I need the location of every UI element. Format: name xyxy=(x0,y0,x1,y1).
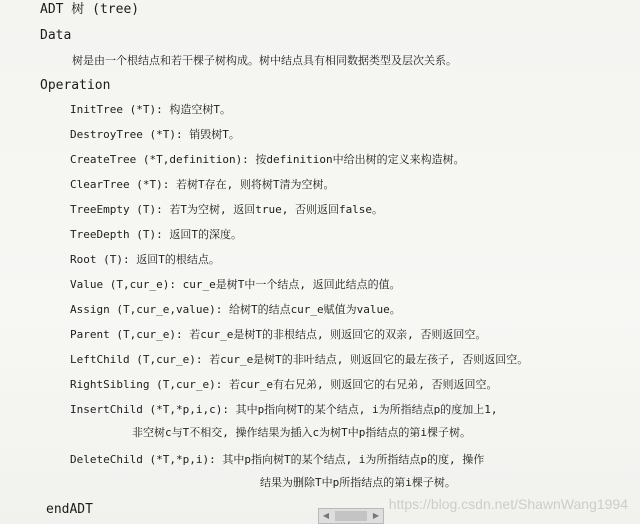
adt-header: ADT 树 (tree) xyxy=(40,2,140,17)
op-leftchild: LeftChild (T,cur_e): 若cur_e是树T的非叶结点, 则返回它的最左孩子, 否则返回空。 xyxy=(70,353,529,366)
op-inittree: InitTree (*T): 构造空树T。 xyxy=(70,103,231,116)
watermark: https://blog.csdn.net/ShawnWang1994 xyxy=(388,496,628,512)
op-treedepth: TreeDepth (T): 返回T的深度。 xyxy=(70,228,242,241)
scroll-thumb[interactable] xyxy=(335,511,367,521)
op-destroytree: DestroyTree (*T): 销毁树T。 xyxy=(70,128,240,141)
data-description: 树是由一个根结点和若干棵子树构成。树中结点具有相同数据类型及层次关系。 xyxy=(72,54,457,67)
operation-label: Operation xyxy=(40,78,111,93)
scroll-right-icon[interactable]: ▶ xyxy=(372,511,380,520)
op-parent: Parent (T,cur_e): 若cur_e是树T的非根结点, 则返回它的双亲, 否则返回空。 xyxy=(70,328,487,341)
op-deletechild-cont: 结果为删除T中p所指结点的第i棵子树。 xyxy=(260,476,456,489)
op-insertchild: InsertChild (*T,*p,i,c): 其中p指向树T的某个结点, i为所指结点p的度加上1, xyxy=(70,403,498,416)
horizontal-scrollbar[interactable] xyxy=(318,508,384,524)
op-assign: Assign (T,cur_e,value): 给树T的结点cur_e赋值为value。 xyxy=(70,303,401,316)
op-treeempty: TreeEmpty (T): 若T为空树, 返回true, 否则返回false。 xyxy=(70,203,384,216)
op-deletechild: DeleteChild (*T,*p,i): 其中p指向树T的某个结点, i为所指结点p的度, 操作 xyxy=(70,453,485,466)
op-root: Root (T): 返回T的根结点。 xyxy=(70,253,220,266)
end-adt: endADT xyxy=(46,502,93,517)
data-label: Data xyxy=(40,28,72,43)
scroll-left-icon[interactable]: ◀ xyxy=(322,511,330,520)
op-value: Value (T,cur_e): cur_e是树T中一个结点, 返回此结点的值。 xyxy=(70,278,401,291)
op-insertchild-cont: 非空树c与T不相交, 操作结果为插入c为树T中p指结点的第i棵子树。 xyxy=(132,426,471,439)
op-cleartree: ClearTree (*T): 若树T存在, 则将树T清为空树。 xyxy=(70,178,335,191)
op-createtree: CreateTree (*T,definition): 按definition中给出树的定义来构造树。 xyxy=(70,153,465,166)
op-rightsibling: RightSibling (T,cur_e): 若cur_e有右兄弟, 则返回它的右兄弟, 否则返回空。 xyxy=(70,378,498,391)
